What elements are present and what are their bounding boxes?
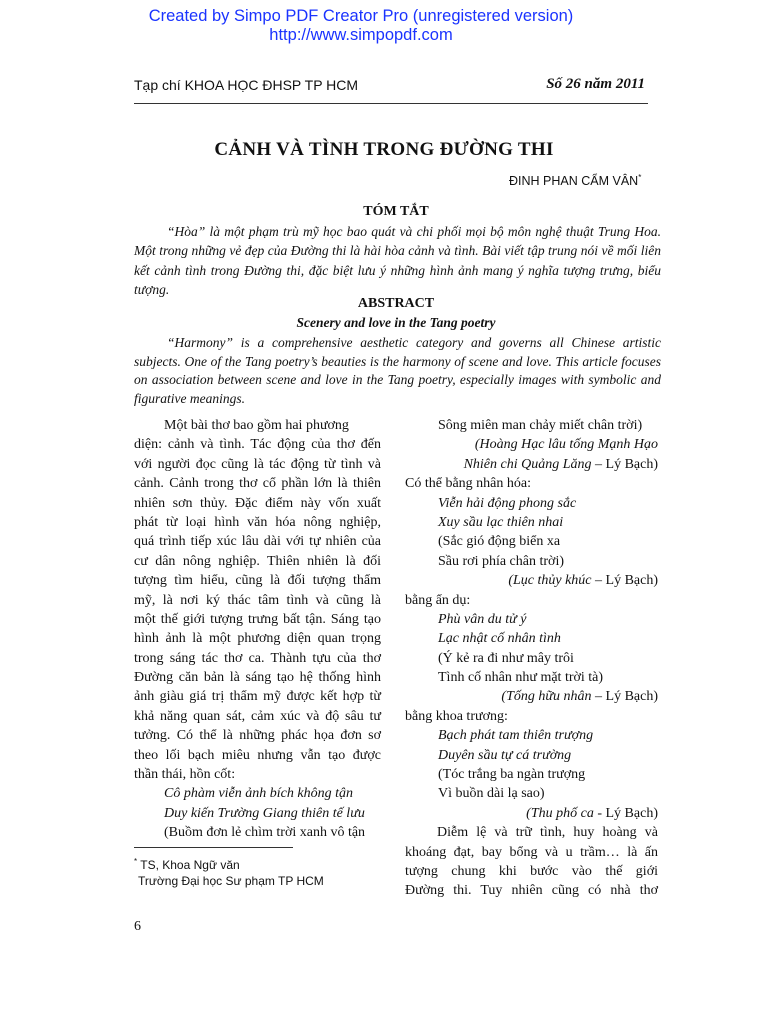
citation-author: – Lý Bạch) [591,689,658,705]
body-line: trong sáng tác thơ ca. Thành tựu của thơ [134,650,381,666]
footnote-mark: * [134,857,138,866]
verse-line: Sầu rơi phía chân trời) [438,553,564,569]
footnote-line-1 [134,853,240,874]
citation-title: (Tống hữu nhân [501,689,592,705]
verse-line: Vì buồn dài lạ sao) [438,786,545,802]
body-line: quá trình tiếp xúc lâu dài với tự nhiên của [134,534,381,550]
summary-heading: TÓM TẮT [363,204,429,219]
body-line: thần thái, hồn cốt: [134,767,236,783]
abstract-text: “Harmony” is a comprehensive aesthetic category and governs all Chinese artistic subjects. One of the Tang poetry’s beauties is the harmony of scene and love. This article focuses on association between scene and love in the Tang poetry, especially images with symbolic and figurative meanings. [134,335,661,406]
body-line: bằng khoa trương: [405,708,508,724]
abstract-subtitle: Scenery and love in the Tang poetry [296,315,496,330]
verse-line: Bạch phát tam thiên trượng [438,728,594,744]
author-name [509,173,641,188]
page-number: 6 [134,919,141,934]
verse-line: Cô phàm viễn ảnh bích không tận [164,786,353,802]
verse-line: (Ý kẻ ra đi như mây trôi [438,650,574,666]
journal-name: Tạp chí KHOA HỌC ĐHSP TP HCM [134,77,359,93]
body-line: Diễm lệ và trữ tình, huy hoàng và [437,825,658,841]
body-line: nhiên sơn thủy. Đặc điểm này vốn xuất [134,495,381,511]
verse-line: Xuy sầu lạc thiên nhai [438,514,564,530]
body-line: tượng chung khi bước vào thế giới [405,863,658,879]
body-line: tượng tìm hiểu, cũng là đối tượng thẩm [134,573,381,589]
citation-title: (Lục thủy khúc [508,573,592,589]
body-line: ảnh giàu giá trị thẩm mỹ được kết hợp từ [134,689,381,705]
body-line: khoáng đạt, bay bổng và u trầm… là ấn [405,844,658,860]
body-line: Đường thi. Tuy nhiên cũng có nhà thơ [405,883,658,899]
verse-line: Sông miên man chảy miết chân trời) [438,418,643,433]
citation-line [405,571,658,590]
verse-line: (Tóc trắng ba ngàn trượng [438,767,586,783]
body-line: phát từ loại hình văn hóa nông nghiệp, [134,514,381,530]
body-line: cảnh. Cảnh trong thơ cổ phần lớn là thiên [134,476,381,492]
body-line: tưởng. Có thể là những phác họa đơn sơ [134,728,381,744]
citation-author: – Lý Bạch) [591,573,658,589]
footnote-affiliation-1: TS, Khoa Ngữ văn [140,858,240,872]
body-line: Có thể bằng nhân hóa: [405,476,531,492]
body-line: một thế giới tượng trưng bất tận. Sáng tạo [134,611,381,627]
right-column [405,416,658,901]
footnote-rule [134,847,293,848]
author-footnote-mark: * [638,173,642,182]
body-line: cư dân nông nghiệp. Thiên nhiên là đối [134,553,381,569]
footnote-affiliation-2: Trường Đại học Sư phạm TP HCM [138,874,324,888]
verse-line: Duyên sầu tự cá trường [438,747,572,763]
verse-line: (Buồm đơn lẻ chìm trời xanh vô tận [164,825,366,841]
verse-line: Tình cố nhân như mặt trời tà) [438,670,604,686]
issue-number: Số 26 năm 2011 [546,76,645,92]
citation-author: – Lý Bạch) [591,456,658,472]
body-line: hình ảnh là một phương diện quan trọng [134,631,381,647]
watermark-line-2: http://www.simpopdf.com [269,26,453,44]
body-line: khả năng quan sát, cảm xúc và độ sâu tư [134,708,381,724]
left-column [134,416,381,843]
verse-line: Phù vân du tử ý [438,611,527,627]
article-title: CẢNH VÀ TÌNH TRONG ĐƯỜNG THI [214,139,554,160]
citation-title: Nhiên chi Quảng Lăng [463,456,592,472]
body-line: diện: cảnh và tình. Tác động của thơ đến [134,437,381,453]
header-rule [134,103,648,104]
author-name-text: ĐINH PHAN CẨM VÂN [509,174,639,189]
citation-line [405,687,658,706]
abstract-heading: ABSTRACT [357,296,435,311]
citation-line: (Hoàng Hạc lâu tống Mạnh Hạo [474,437,658,453]
summary-text: “Hòa” là một phạm trù mỹ học bao quát và chi phối mọi bộ môn nghệ thuật Trung Hoa. Một trong những vẻ đẹp của Đường thi là hài hòa cảnh và tình. Bài viết tập trung nói về mối liên kết cảnh tình trong Đường thi, đặc biệt lưu ý những hình ảnh mang ý nghĩa tượng trưng, biểu tượng. [134,224,661,297]
body-line: theo lối bạch miêu nhưng vẫn tạo được [134,747,381,763]
body-line: bằng ẩn dụ: [405,592,471,608]
citation-line [405,455,658,474]
body-line: Một bài thơ bao gồm hai phương [164,418,349,433]
citation-title: (Thu phố ca [526,805,594,821]
verse-line: (Sắc gió động biển xa [438,534,561,550]
verse-line: Viễn hải động phong sắc [438,495,577,511]
watermark-line-1: Created by Simpo PDF Creator Pro (unregistered version) [148,7,574,25]
citation-author: - Lý Bạch) [593,805,658,821]
body-line: mỹ, là nơi ký thác tâm tình và cũng là [134,592,381,608]
verse-line: Duy kiến Trường Giang thiên tế lưu [164,805,365,821]
citation-line [405,804,658,823]
verse-line: Lạc nhật cố nhân tình [438,631,561,647]
body-line: với người đọc cũng là tác động từ tình và [134,456,381,472]
body-line: Đường căn bản là sáng tạo hệ thống hình [134,670,381,686]
